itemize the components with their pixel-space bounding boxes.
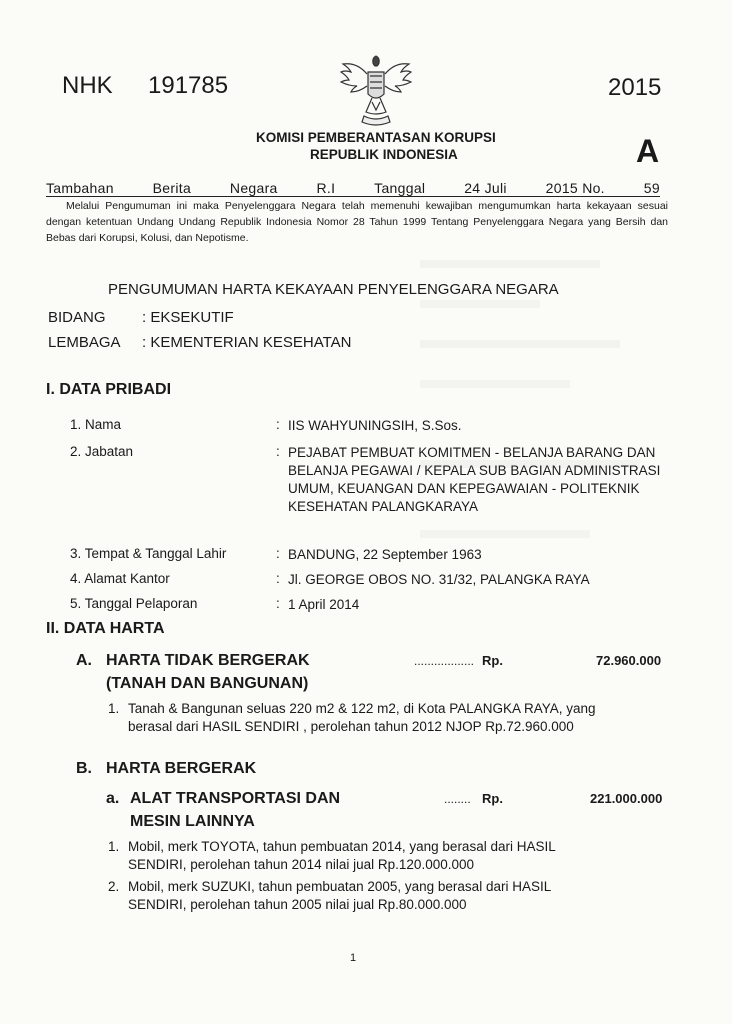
row-value: BANDUNG, 22 September 1963 [288,547,482,562]
gazette-word: Berita [152,180,192,196]
gazette-reference [46,180,660,197]
row-label: 3. Tempat & Tanggal Lahir [70,546,227,561]
subsection-ba-title: ALAT TRANSPORTASI DAN [130,790,341,807]
subsection-b-letter: B. [76,760,92,777]
section-title-personal-data: I. DATA PRIBADI [46,381,172,398]
bidang-value: : EKSEKUTIF [142,309,234,326]
subsection-a-letter: A. [76,652,92,669]
row-value: 1 April 2014 [288,597,360,612]
list-item: Tanah & Bangunan seluas 220 m2 & 122 m2, di Kota PALANGKA RAYA, yang berasal dari HASIL SENDIRI , perolehan tahun 2012 NJOP Rp.72.960.000 [128,701,596,734]
subsection-ba-subtitle: MESIN LAINNYA [130,813,255,830]
row-colon: : [276,571,280,586]
document-year: 2015 [608,74,662,101]
row-value: PEJABAT PEMBUAT KOMITMEN - BELANJA BARANG DAN BELANJA PEGAWAI / KEPALA SUB BAGIAN ADMINISTRASI UMUM, KEUANGAN DAN KEPEGAWAIAN - POLITEKNIK KESEHATAN PALANGKARAYA [288,445,661,514]
list-item-number: 1. [108,839,120,854]
agency-name: KOMISI PEMBERANTASAN KORUPSI [256,130,496,145]
announcement-title: PENGUMUMAN HARTA KEKAYAAN PENYELENGGARA NEGARA [108,281,559,298]
currency-label: Rp. [482,791,503,806]
row-colon: : [276,546,280,561]
page-number: 1 [350,952,357,964]
gazette-word: Tambahan [46,180,114,196]
subsection-ba-letter: a. [106,790,120,807]
immovable-assets-total: 72.960.000 [596,653,662,668]
section-title-asset-data: II. DATA HARTA [46,620,165,637]
gazette-word: Negara [229,180,278,196]
garuda-emblem-icon [338,50,414,132]
row-label: 5. Tanggal Pelaporan [70,596,198,611]
nhk-number: 191785 [148,72,229,99]
bidang-label: BIDANG [48,309,106,326]
leader-dots: .................. [414,654,475,668]
row-label: 1. Nama [70,417,122,432]
gazette-date: 24 Juli [464,180,507,196]
lembaga-label: LEMBAGA [48,334,121,351]
row-colon: : [276,596,280,611]
list-item-number: 1. [108,701,120,716]
form-letter: A [636,133,660,169]
gazette-word: Tanggal [374,180,426,196]
nhk-label: NHK [62,72,113,99]
list-item: Mobil, merk TOYOTA, tahun pembuatan 2014, yang berasal dari HASIL SENDIRI, perolehan tahun 2014 nilai jual Rp.120.000.000 [128,839,556,872]
leader-dots: ........ [444,792,471,806]
vehicles-total: 221.000.000 [590,791,663,806]
subsection-b-title: HARTA BERGERAK [106,760,257,777]
row-label: 2. Jabatan [70,444,134,459]
intro-paragraph: Melalui Pengumuman ini maka Penyelenggara Negara telah memenuhi kewajiban mengumumkan harta kekayaan sesuai dengan ketentuan Undang Undang Republik Indonesia Nomor 28 Tahun 1999 Tentang Penyelenggara Negara yang Bersih dan Bebas dari Korupsi, Kolusi, dan Nepotisme. [46,200,668,244]
row-label: 4. Alamat Kantor [70,571,170,586]
list-item: Mobil, merk SUZUKI, tahun pembuatan 2005, yang berasal dari HASIL SENDIRI, perolehan tahun 2005 nilai jual Rp.80.000.000 [128,879,551,912]
subsection-a-title: HARTA TIDAK BERGERAK [106,652,310,669]
lembaga-value: : KEMENTERIAN KESEHATAN [142,334,352,351]
row-colon: : [276,444,280,459]
row-value: IIS WAHYUNINGSIH, S.Sos. [288,418,462,433]
gazette-year-no: 2015 No. [545,180,605,196]
gazette-number: 59 [643,180,660,196]
subsection-a-subtitle: (TANAH DAN BANGUNAN) [106,675,309,692]
currency-label: Rp. [482,653,503,668]
agency-country: REPUBLIK INDONESIA [310,147,458,162]
row-colon: : [276,417,280,432]
gazette-word: R.I [316,180,336,196]
list-item-number: 2. [108,879,120,894]
row-value: Jl. GEORGE OBOS NO. 31/32, PALANGKA RAYA [288,572,590,587]
